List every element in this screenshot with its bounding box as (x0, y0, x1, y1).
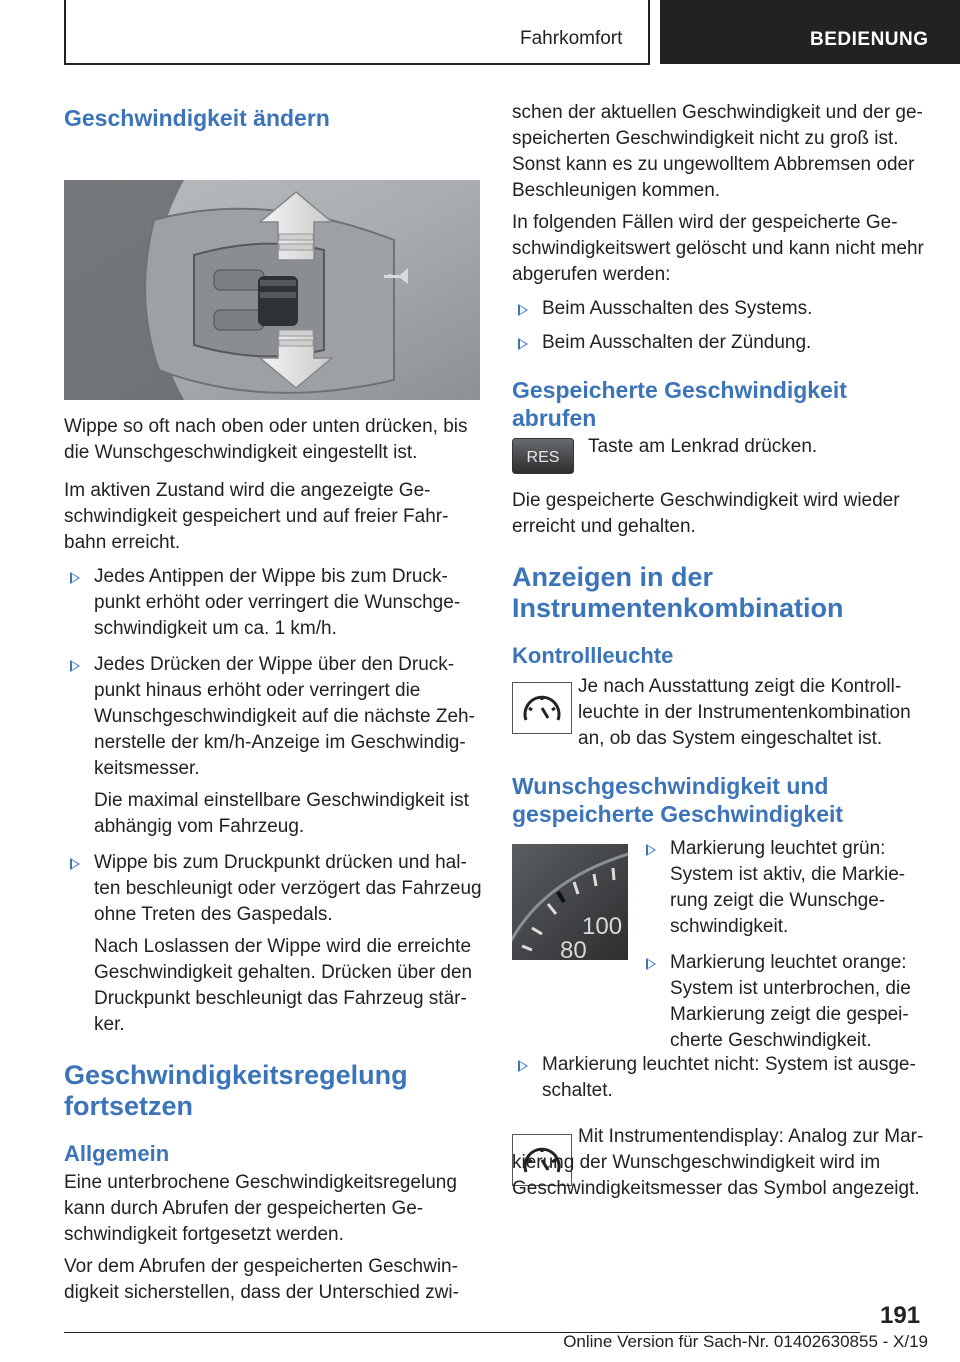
heading-indicator: Kontrollleuchte (512, 643, 674, 668)
res-button-icon (512, 438, 574, 474)
change-speed-list (64, 564, 484, 1038)
list-item (640, 950, 930, 1054)
list-item (512, 296, 928, 322)
list-item-text: Beim Ausschalten des Systems. (542, 298, 813, 319)
heading-continue-cruise: Geschwindigkeitsregelung fortsetzen (64, 1060, 408, 1121)
heading-instrument-display: Anzeigen in der Instrumentenkombination (512, 562, 844, 623)
display-symbol-description: Mit Instrumentendisplay: Analog zur Markierung der Wunschgeschwindigkeit wird im Geschwindigkeitsmesser das Symbol angezeigt. (512, 1126, 924, 1199)
heading-recall-speed: Gespeicherte Geschwindigkeit abrufen (512, 377, 847, 431)
triangle-bullet-icon (518, 338, 528, 350)
paragraph-deleted: In folgenden Fällen wird der gespeicherte Geschwindigkeitswert gelöscht und kann nicht mehr abgerufen werden: (512, 212, 924, 285)
list-item-text: Jedes Drücken der Wippe über den Druckpunkt hinaus erhöht oder verringert die Wunschgeschwindigkeit auf die nächste Zehnerstelle der km/h-Anzeige im Geschwindigkeitsmesser. (94, 654, 475, 779)
triangle-bullet-icon (518, 304, 528, 316)
triangle-bullet-icon (646, 958, 656, 970)
chapter-title: BEDIENUNG (810, 29, 929, 50)
gauge-row (512, 840, 928, 1052)
header-rule-left (64, 0, 66, 64)
header-rule-right (648, 0, 650, 64)
list-item-note: Nach Loslassen der Wippe wird die erreichte Geschwindigkeit gehalten. Drücken über den Druckpunkt beschleunigt das Fahrzeug stärker. (94, 936, 473, 1035)
gauge-marker-list (640, 836, 930, 1054)
res-instruction: Taste am Lenkrad drücken. (588, 436, 818, 457)
list-item-text: Jedes Antippen der Wippe bis zum Druckpunkt erhöht oder verringert die Wunschgeschwindigkeit um ca. 1 km/h. (94, 566, 461, 639)
paragraph-before-recall: Vor dem Abrufen der gespeicherten Geschwindigkeit sicherstellen, dass der Unterschied zwi- (64, 1256, 459, 1303)
gauge-100-label: 100 (582, 913, 623, 940)
list-item-text: Markierung leuchtet nicht: System ist ausgeschaltet. (542, 1054, 916, 1101)
marker-off-list (512, 1052, 928, 1104)
right-column (512, 100, 928, 1236)
list-item (640, 836, 930, 940)
paragraph-recalled: Die gespeicherte Geschwindigkeit wird wieder erreicht und gehalten. (512, 490, 900, 537)
triangle-bullet-icon (518, 1060, 528, 1072)
triangle-bullet-icon (70, 660, 80, 672)
list-item (64, 850, 484, 1038)
heading-change-speed: Geschwindigkeit ändern (64, 105, 330, 131)
gauge-80-label: 80 (560, 937, 587, 960)
list-item-text: Beim Ausschalten der Zündung. (542, 332, 812, 353)
list-item (64, 652, 484, 840)
triangle-bullet-icon (70, 572, 80, 584)
paragraph-interrupted: Eine unterbrochene Geschwindigkeitsregelung kann durch Abrufen der gespeicherten Geschwindigkeit fortgesetzt werden. (64, 1172, 457, 1245)
section-title: Fahrkomfort (520, 28, 623, 49)
heading-general: Allgemein (64, 1141, 170, 1166)
display-symbol-row (512, 1126, 928, 1236)
list-item-note: Die maximal einstellbare Geschwindigkeit ist abhängig vom Fahrzeug. (94, 790, 469, 837)
steering-wheel-rocker-image (64, 180, 480, 400)
deleted-cases-list (512, 296, 928, 356)
triangle-bullet-icon (70, 858, 80, 870)
res-label: RES (526, 449, 560, 466)
triangle-bullet-icon (646, 844, 656, 856)
list-item (512, 1052, 928, 1104)
page-number: 191 (880, 1302, 921, 1329)
paragraph-rocker: Wippe so oft nach oben oder unten drücken, bis die Wunschgeschwindigkeit eingestellt ist. (64, 416, 468, 463)
speedometer-gauge-image (512, 844, 628, 960)
paragraph-difference: schen der aktuellen Geschwindigkeit und der gespeicherten Geschwindigkeit nicht zu groß ist. Sonst kann es zu ungewolltem Abbremsen oder Beschleunigen kommen. (512, 102, 923, 201)
cruise-control-indicator-icon (512, 682, 572, 734)
paragraph-active-state: Im aktiven Zustand wird die angezeigte Geschwindigkeit gespeichert und auf freier Fahrbahn erreicht. (64, 480, 449, 553)
list-item-text: Markierung leuchtet orange: System ist unterbrochen, die Markierung zeigt die gespeicherte Geschwindigkeit. (670, 952, 911, 1051)
left-column (64, 100, 484, 1306)
list-item (64, 564, 484, 642)
list-item (512, 330, 928, 356)
list-item-text: Wippe bis zum Druckpunkt drücken und halten beschleunigt oder verzögert das Fahrzeug ohne Treten des Gaspedals. (94, 852, 482, 925)
header-rule-bottom (64, 63, 650, 65)
indicator-row (512, 676, 928, 752)
res-row (512, 438, 928, 488)
footer-online-version: Online Version für Sach-Nr. 01402630855 - X/19 (563, 1332, 928, 1351)
list-item-text: Markierung leuchtet grün: System ist aktiv, die Markierung zeigt die Wunschgeschwindigkeit. (670, 838, 906, 937)
indicator-description: Je nach Ausstattung zeigt die Kontrollleuchte in der Instrumentenkombination an, ob das System eingeschaltet ist. (578, 676, 911, 749)
heading-desired-stored-speed: Wunschgeschwindigkeit und gespeicherte Geschwindigkeit (512, 773, 844, 827)
